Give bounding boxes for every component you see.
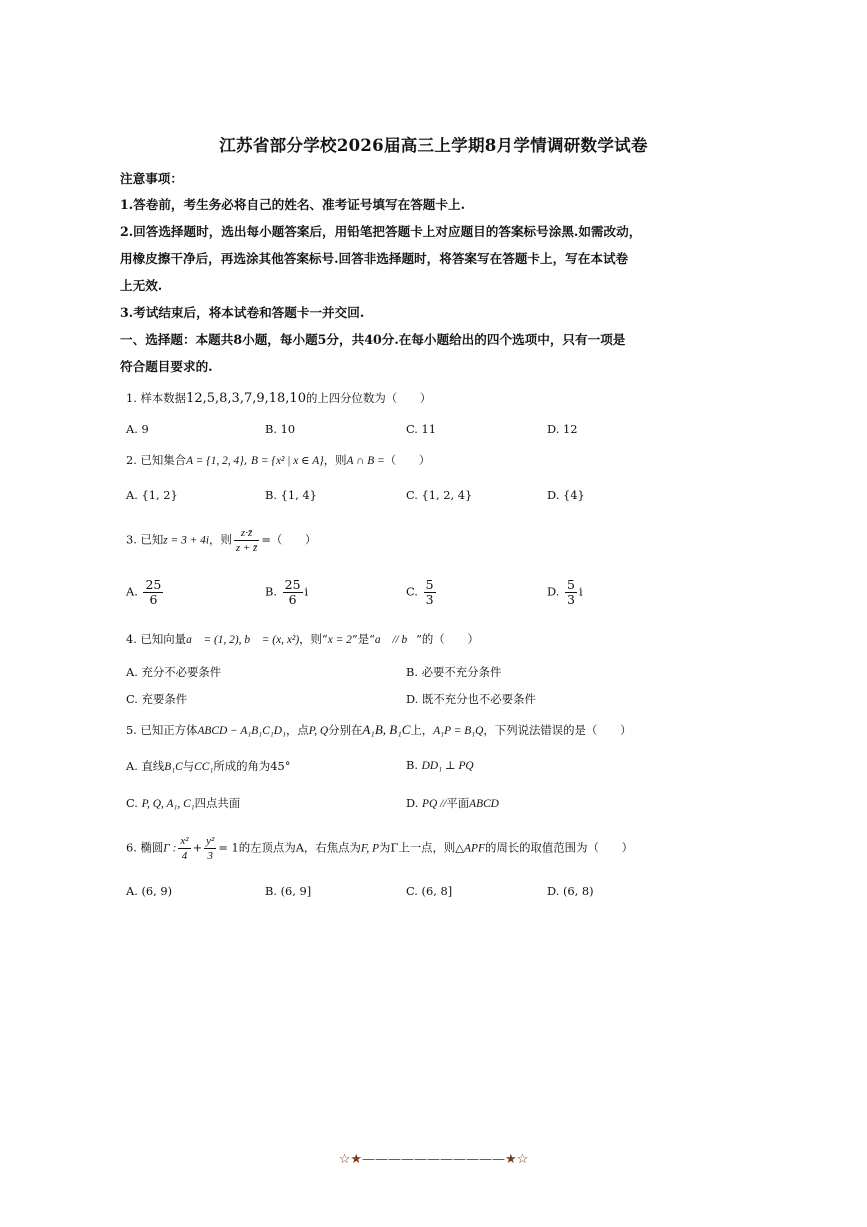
q5-option-d-math: PQ // [421,798,447,810]
q6-y-den: 3 [207,850,213,862]
q5-mid3: 上， [410,723,434,737]
q5-option-a-m1: B₁C [164,761,183,773]
q3-option-b-tail: i [304,584,309,599]
q4-prefix: 4. 已知向量 [126,632,187,646]
q4-option-b[interactable]: B. 必要不充分条件 [406,665,502,679]
q1-option-b[interactable]: B. 10 [265,422,296,436]
q6-option-b[interactable]: B. (6, 9] [265,884,312,898]
question-3-stem [126,526,316,555]
question-5-stem [126,722,632,738]
section-heading-line1: 一、选择题：本题共8小题，每小题5分，共40分.在每小题给出的四个选项中，只有一项是 [120,332,626,347]
q3-option-d-label: D. [547,584,560,599]
q4-option-a[interactable]: A. 充分不必要条件 [126,665,222,679]
q2-prefix: 2. 已知集合 [126,453,187,467]
q5-eq: A₁P = B₁Q [433,725,484,737]
notes-heading: 注意事项： [120,171,183,186]
q2-suffix: （ ） [384,453,431,467]
q4-mid: ，则“ [299,632,328,646]
q1-option-c[interactable]: C. 11 [406,422,437,436]
q5-option-b-math: DD₁ ⊥ PQ [421,760,474,772]
q3-option-a-num: 25 [145,577,162,592]
q4-option-d[interactable]: D. 既不充分也不必要条件 [406,692,536,706]
q3-option-c-label: C. [406,584,418,599]
q5-suffix: ，下列说法错误的是（ ） [483,723,632,737]
q3-prefix: 3. 已知 [126,532,164,547]
q6-x-fraction [178,834,190,863]
question-6-stem [126,834,633,863]
q2-expr: A ∩ B = [346,455,385,467]
question-2-stem: 2. 已知集合A = {1, 2, 4}, B = {x² | x ∈ A}，则A ∩ B =（ ） [126,453,431,467]
q3-option-a-label: A. [126,584,138,599]
q3-frac-den: z + z̄ [235,542,258,554]
q6-fp: F, P [360,842,380,855]
q5-option-d-label: D. [406,796,419,810]
page-footer-ornament: ☆★———————————★☆ [338,1152,529,1167]
q6-triangle: △APF [455,842,485,855]
q5-option-d-math2: ABCD [469,798,499,810]
q6-text-1: 的左顶点为A，右焦点为 [238,840,361,855]
q6-x-den: 4 [181,850,188,862]
q6-prefix: 6. 椭圆 [126,840,164,855]
q5-option-c-text: 四点共面 [194,796,241,810]
q3-fraction [234,526,259,555]
q1-data: 12,5,8,3,7,9,18,10 [186,391,306,406]
q3-option-d[interactable] [547,578,583,607]
q5-segs: A₁B, B₁C [362,722,411,737]
q3-mid: ，则 [209,532,232,547]
q5-option-b-label: B. [406,758,418,772]
q6-gamma: Γ : [163,842,177,855]
q2-set-a: A = {1, 2, 4} [186,455,244,467]
q3-option-a-fraction [143,578,163,607]
q3-option-d-den: 3 [566,592,575,607]
note-item-3: 3.考试结束后，将本试卷和答题卡一并交回. [120,305,365,320]
q6-y-fraction [204,834,216,863]
q4-parallel: a⃗ // b⃗ [374,634,417,646]
section-heading-line2: 符合题目要求的. [120,359,213,374]
question-1-stem [126,390,431,406]
q1-option-a[interactable]: A. 9 [126,422,149,436]
note-item-2c: 上无效. [120,278,163,293]
q6-eq1: = 1 [218,840,239,855]
q4-suffix: ”的（ ） [416,632,479,646]
q5-option-d[interactable] [406,795,499,811]
q3-option-b-fraction [283,578,303,607]
q3-option-d-fraction [565,578,577,607]
note-item-1: 1.答卷前，考生务必将自己的姓名、准考证号填写在答题卡上. [120,197,465,212]
q5-cube: ABCD − A₁B₁C₁D₁ [197,725,286,737]
q2-option-b[interactable]: B. {1, 4} [265,488,317,502]
q3-option-b-label: B. [265,584,277,599]
q5-option-c-label: C. [126,796,138,810]
page-title: 江苏省部分学校2026届高三上学期8月学情调研数学试卷 [219,136,648,155]
q5-option-a-label: A. 直线 [126,759,165,773]
q2-set-b: B = {x² | x ∈ A} [251,455,324,467]
q3-option-d-num: 5 [566,577,575,592]
q1-prefix: 1. 样本数据 [126,391,187,405]
q5-mid: ，点 [285,723,309,737]
q3-z: z = 3 + 4i [163,534,210,547]
q3-option-c-fraction [424,578,436,607]
q4-vectors: a⃗ = (1, 2), b⃗ = (x, x²) [186,634,300,646]
question-4-stem [126,631,479,647]
q3-option-c-num: 5 [425,577,434,592]
q3-option-b[interactable] [265,578,308,607]
q4-option-c[interactable]: C. 充要条件 [126,692,188,706]
q5-points: P, Q [308,725,329,737]
q5-option-c[interactable] [126,795,240,811]
q6-text-2: 为Γ上一点，则 [379,840,456,855]
q2-option-d[interactable]: D. {4} [547,488,585,502]
q3-frac-num: z·z̄ [234,526,259,541]
q1-option-d[interactable]: D. 12 [547,422,578,436]
q6-suffix: 的周长的取值范围为（ ） [484,840,634,855]
q4-cond: x = 2 [327,634,352,646]
q3-suffix: =（ ） [261,532,317,547]
q3-option-c[interactable] [406,578,438,607]
q6-option-c[interactable]: C. (6, 8] [406,884,453,898]
q2-mid: ，则 [323,453,347,467]
note-item-2b: 用橡皮擦干净后，再选涂其他答案标号.回答非选择题时，将答案写在答题卡上，写在本试卷 [120,251,629,266]
q5-option-a-t1: 与 [182,759,195,773]
q3-option-b-den: 6 [288,592,297,607]
q5-option-c-math: P, Q, A₁, C₁ [141,798,195,810]
q6-option-d[interactable]: D. (6, 8) [547,884,594,898]
q6-y-num: y² [206,835,215,847]
q3-option-a[interactable] [126,578,165,607]
q5-option-b[interactable] [406,758,474,772]
q6-plus: + [192,840,203,855]
q5-option-a[interactable] [126,758,291,774]
q5-option-a-m3: 45° [270,759,291,773]
q5-option-a-m2: CC₁ [194,761,214,773]
q6-x-num: x² [180,835,189,847]
q2-option-a[interactable]: A. {1, 2} [126,488,178,502]
q3-option-a-den: 6 [149,592,158,607]
q3-option-d-tail: i [578,584,583,599]
q3-option-c-den: 3 [425,592,434,607]
q1-suffix: 的上四分位数为（ ） [305,391,432,405]
q3-option-b-num: 25 [284,577,301,592]
q5-option-d-text: 平面 [446,796,470,810]
note-item-2a: 2.回答选择题时，选出每小题答案后，用铅笔把答题卡上对应题目的答案标号涂黑.如需改动， [120,224,642,239]
q2-option-c[interactable]: C. {1, 2, 4} [406,488,473,502]
q6-option-a[interactable]: A. (6, 9) [126,884,173,898]
q5-mid2: 分别在 [328,723,363,737]
q5-prefix: 5. 已知正方体 [126,723,198,737]
q5-option-a-t2: 所成的角为 [213,759,271,773]
q4-mid2: ”是“ [351,632,375,646]
